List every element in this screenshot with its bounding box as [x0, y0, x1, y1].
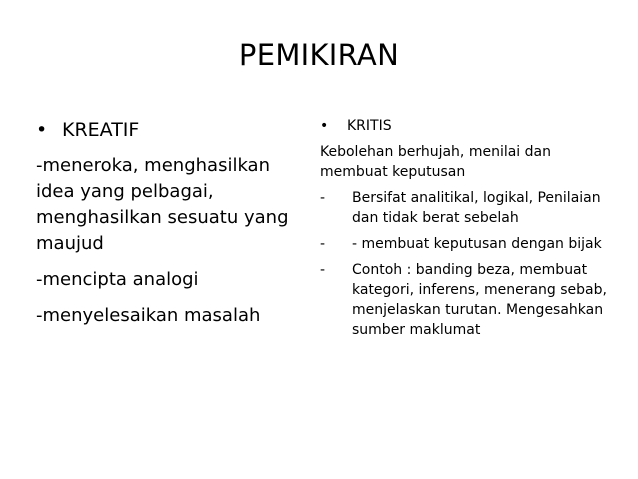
- kritis-item-text: Contoh : banding beza, membuat kategori, inferens, menerang sebab, menjelaskan turutan. Mengesahkan sumber maklumat: [352, 262, 607, 338]
- kreatif-item: -mencipta analogi: [36, 269, 199, 290]
- kritis-item: [320, 188, 620, 228]
- kreatif-item: -menyelesaikan masalah: [36, 305, 261, 326]
- kritis-intro: Kebolehan berhujah, menilai dan membuat keputusan: [320, 144, 551, 180]
- kreatif-heading-text: KREATIF: [62, 119, 140, 141]
- kritis-heading-text: KRITIS: [347, 118, 392, 134]
- dash-icon: -: [320, 190, 326, 206]
- kritis-heading: [320, 116, 620, 136]
- bullet-icon: •: [36, 119, 48, 141]
- kritis-item: [320, 260, 620, 340]
- kritis-item-text: - membuat keputusan dengan bijak: [352, 236, 602, 252]
- dash-icon: -: [320, 262, 326, 278]
- dash-icon: -: [320, 236, 326, 252]
- kritis-item-text: Bersifat analitikal, logikal, Penilaian dan tidak berat sebelah: [352, 190, 601, 226]
- bullet-icon: •: [320, 118, 329, 134]
- slide-title: PEMIKIRAN: [238, 38, 400, 72]
- kreatif-item: -meneroka, menghasilkan idea yang pelbagai, menghasilkan sesuatu yang maujud: [36, 155, 289, 254]
- kritis-column: [320, 116, 620, 346]
- kreatif-column: [36, 117, 311, 339]
- kritis-list: [320, 188, 620, 340]
- kreatif-heading: [36, 117, 311, 143]
- kritis-item: [320, 234, 620, 254]
